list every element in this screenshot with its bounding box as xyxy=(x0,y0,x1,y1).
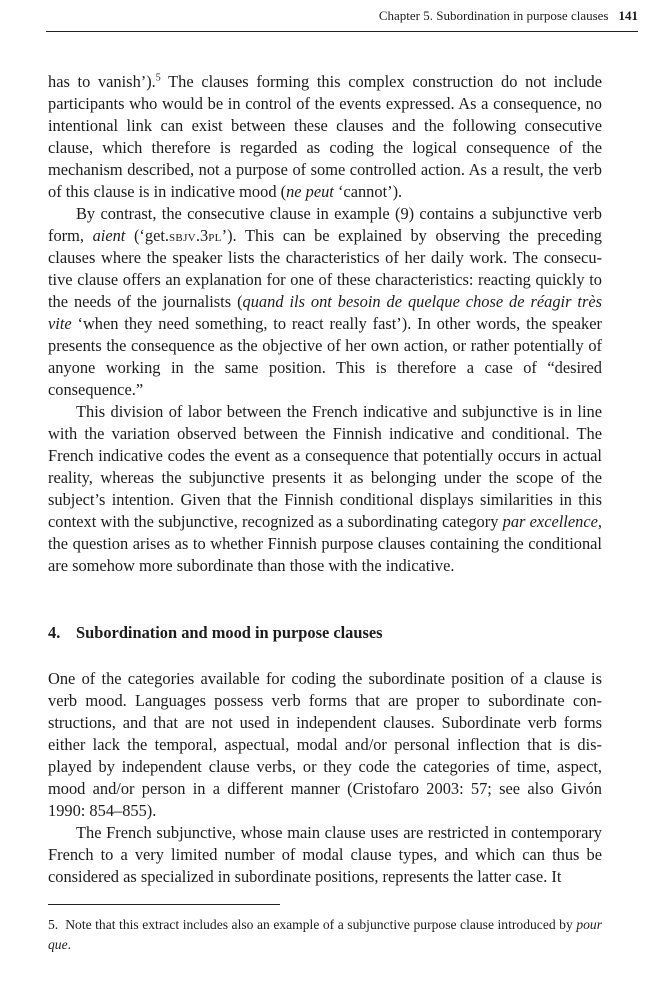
page xyxy=(48,0,638,985)
text-run: The clauses forming this complex construction do not include participants who would be in control of the events expressed. As a consequence, no intentional link can exist between these clauses and the following consecutive clause, which therefore is regarded as coding the logical consequence of the mechanism described, not a purpose of some controlled action. As a result, the verb of this clause is in indicative mood ( xyxy=(48,72,602,201)
italic-term: pour que xyxy=(48,917,602,952)
italic-term: ne peut xyxy=(286,182,334,201)
italic-term: par excellence xyxy=(502,512,598,531)
italic-term: aient xyxy=(92,226,126,245)
paragraph-4 xyxy=(48,668,602,822)
text-run: By contrast, the consecutive clause in example (9) contains a subjunctive verb form, xyxy=(48,204,602,245)
text-run: ‘cannot’). xyxy=(333,182,403,201)
chapter-title: Chapter 5. Subordination in purpose clauses xyxy=(378,8,609,23)
footnote-number: 5. xyxy=(48,917,59,932)
text-run: .3 xyxy=(195,226,209,245)
paragraph-5 xyxy=(48,822,602,888)
footnote xyxy=(48,915,602,955)
footnote-rule xyxy=(48,904,280,905)
text-run: , the question arises as to whether Finnish purpose clauses containing the conditional are somehow more subordinate than those with the indicative. xyxy=(48,512,602,575)
page-number: 141 xyxy=(618,8,638,23)
gloss-smallcaps: sbjv xyxy=(169,226,196,245)
text-run: ’). This can be explained by observing the preceding clauses where the speaker lists the characteristics of her daily work. The consecutive clause offers an explanation for one of these characteristics: reacting quickly to the needs of the journalists ( xyxy=(48,226,602,311)
text-run: One of the categories available for coding the subordinate position of a clause is verb mood. Languages possess verb forms that are proper to subordinate constructions, and that are not used in independent clauses. Subordinate verb forms either lack the temporal, aspectual, modal and/or personal inflection that is displayed by independent clause verbs, or they code the categories of time, aspect, mood and/or person in a different manner (Cristofaro 2003: 57; see also Givón 1990: 854–855). xyxy=(48,669,602,820)
paragraph-2 xyxy=(48,203,602,401)
text-run: Note that this extract includes also an example of a subjunctive purpose clause introduced by xyxy=(65,917,577,932)
text-run: has to vanish’). xyxy=(48,72,156,91)
text-run: . xyxy=(67,937,72,952)
text-run: The French subjunctive, whose main clause uses are restricted in contemporary French to a very limited number of modal clause types, and which can thus be considered as specialized in subordinate positions, represents the latter case. It xyxy=(48,823,602,886)
section-title: Subordination and mood in purpose clauses xyxy=(76,623,383,642)
paragraph-3 xyxy=(48,401,602,577)
section-number: 4. xyxy=(48,623,61,642)
gloss-smallcaps: pl xyxy=(208,226,222,245)
running-header xyxy=(48,6,638,26)
body-text-upper xyxy=(48,71,602,577)
italic-quote: quand ils ont besoin de quelque chose de réagir très vite xyxy=(48,292,602,333)
body-text-lower xyxy=(48,668,602,888)
paragraph-1 xyxy=(48,71,602,203)
text-run: (‘get. xyxy=(125,226,170,245)
text-run: This division of labor between the French indicative and subjunctive is in line with the variation observed between the Finnish indicative and conditional. The French indicative codes the event as a consequence that potentially occurs in actual reality, whereas the subjunctive presents it as belonging under the scope of the subject’s intention. Given that the Finnish conditional displays similarities in this context with the subjunctive, recognized as a subordinating category xyxy=(48,402,602,531)
section-heading xyxy=(48,622,383,644)
footnote-reference: 5 xyxy=(155,72,161,84)
text-run: ‘when they need something, to react really fast’). In other words, the speaker presents the consequence as the objective of her own action, or rather potentially of anyone working in the same position. This is therefore a case of “desired consequence.” xyxy=(48,314,602,399)
header-rule xyxy=(46,31,638,32)
